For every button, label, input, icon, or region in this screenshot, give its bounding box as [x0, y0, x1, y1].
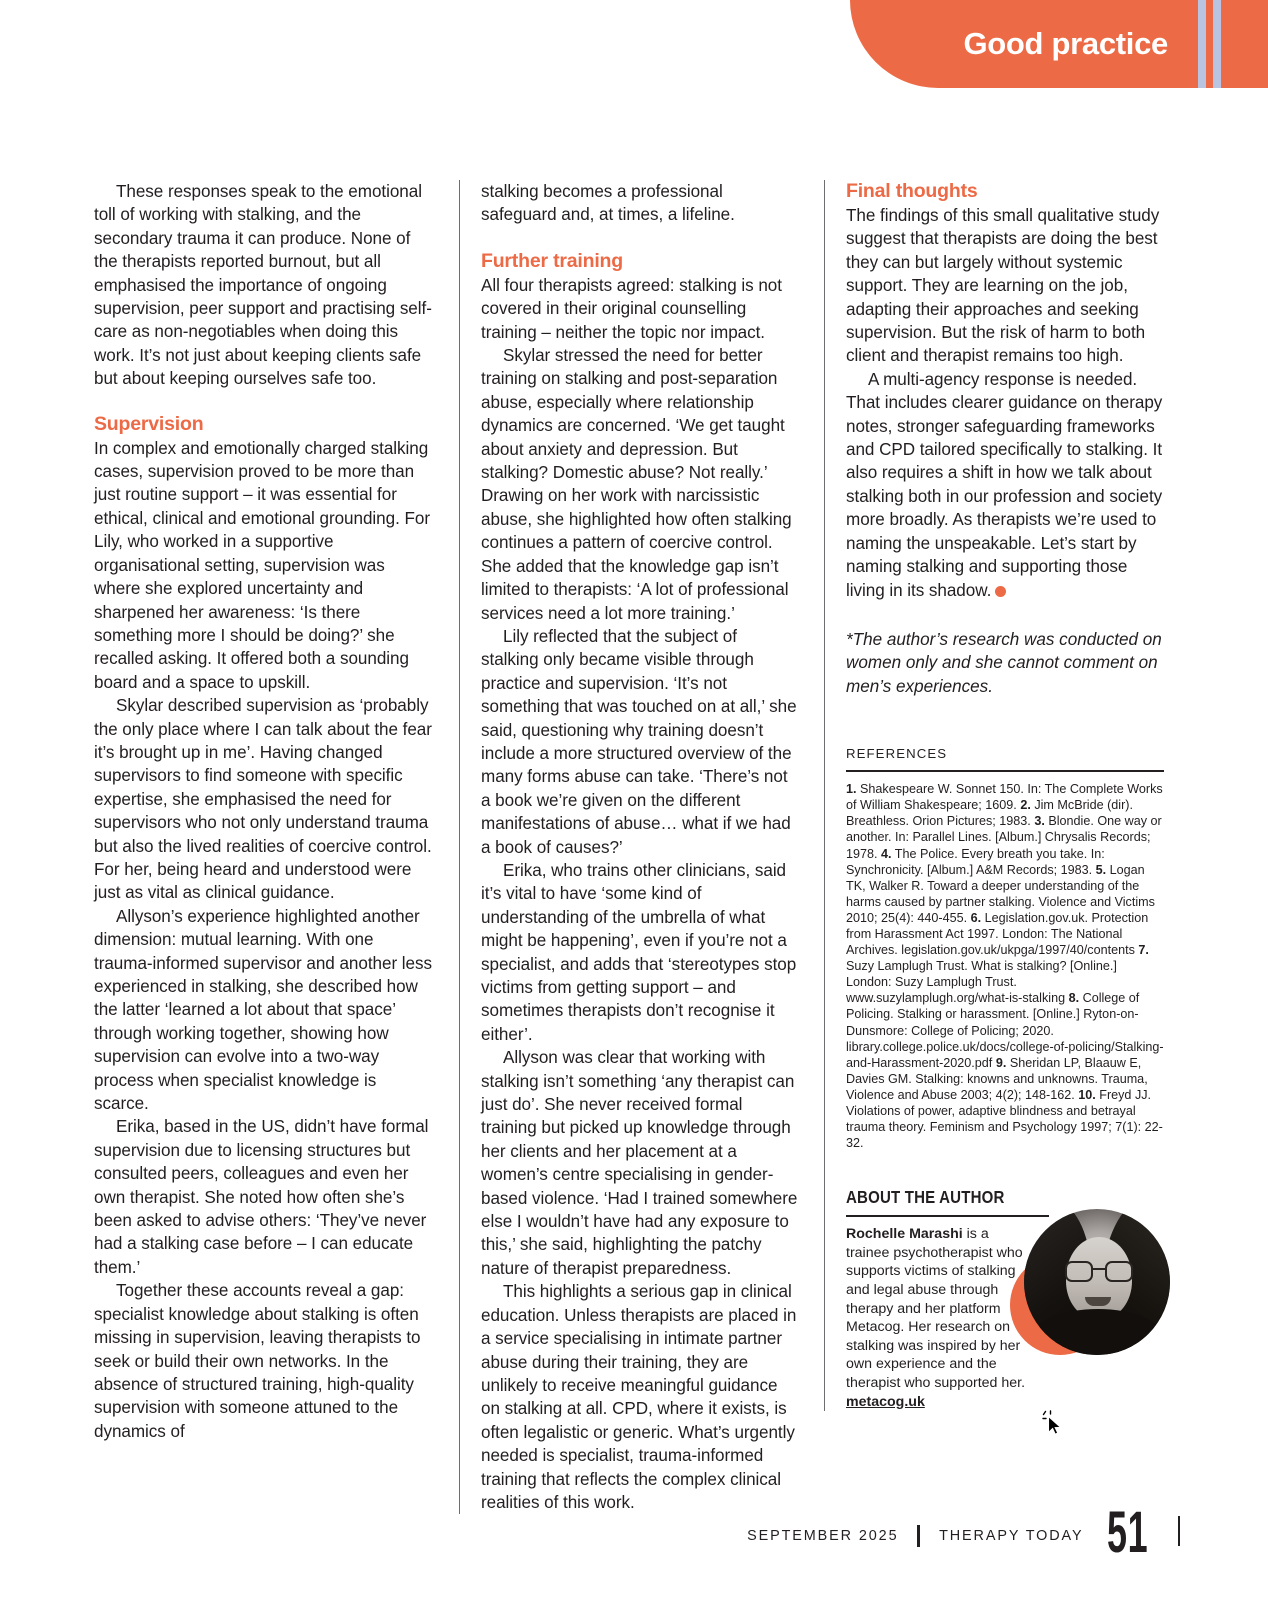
section-heading-further-training: Further training [481, 249, 623, 272]
reference-number: 9. [995, 1055, 1007, 1070]
reference-number: 8. [1068, 991, 1080, 1006]
footer-edge-rule [1178, 1516, 1180, 1546]
reference-text: Shakespeare W. Sonnet 150. In: The Complete Works of William Shakespeare; 1609. [846, 782, 1163, 813]
end-of-article-dot-icon [995, 586, 1006, 597]
references-list [846, 781, 1164, 1151]
references-heading: REFERENCES [846, 746, 948, 762]
reference-text: Suzy Lamplugh Trust. What is stalking? [Online.] London: Suzy Lamplugh Trust. www.suzylamplugh.org/what-is-stalking [846, 959, 1117, 1006]
reference-number: 5. [1095, 862, 1107, 877]
paragraph: Skylar described supervision as ‘probably the only place where I can talk about the fear it’s brought up in me’. Having changed supervisors to find someone with specific expertise, she emphasised the need for supervisors who not only understand trauma but also the lived realities of coercive control. For her, being heard and understood were just as vital as clinical guidance. [94, 696, 432, 903]
paragraph: All four therapists agreed: stalking is not covered in their original counselling training – neither the topic nor impact. [481, 275, 782, 342]
footer-issue-date: SEPTEMBER 2025 [747, 1528, 899, 1544]
about-the-author-section [846, 1187, 1164, 1410]
author-photo [1024, 1209, 1170, 1355]
reference-text: Freyd JJ. Violations of power, adaptive blindness and betrayal trauma theory. Feminism and Psychology 1997; 7(1): 22-32. [846, 1087, 1163, 1151]
glasses-bridge [1093, 1268, 1105, 1270]
reference-number: 2. [1020, 798, 1031, 813]
paragraph: These responses speak to the emotional toll of working with stalking, and the secondary trauma it can produce. None of the therapists reported burnout, but all emphasised the importance of ongoing supervision, peer support and practising self-care as non-negotiables when doing this work. It’s not just about keeping clients safe but about keeping ourselves safe too. [94, 182, 432, 389]
banner-bar-orange-1 [1188, 0, 1198, 88]
banner-bar-blue-2 [1213, 0, 1221, 88]
footer-meta [747, 1525, 1083, 1556]
paragraph: Lily reflected that the subject of stalking only became visible through practice and supervision. ‘It’s not something that was touched on at all,’ she said, questioning why training doesn’t include a more structured overview of the many forms abuse can take. ‘There’s not a book we’re given on the different manifestations of abuse… what if we had a book of causes?’ [481, 626, 797, 857]
paragraph: stalking becomes a professional safeguard and, at times, a lifeline. [481, 182, 735, 225]
section-heading-final-thoughts: Final thoughts [846, 180, 978, 202]
paragraph-text: A multi-agency response is needed. That includes clearer guidance on therapy notes, stronger safeguarding frameworks and CPD tailored specifically to stalking. It also requires a shift in how we talk about stalking both in our profession and society more broadly. As therapists we’re used to naming the unspeakable. Let’s start by naming stalking and supporting those living in its shadow. [846, 369, 1163, 600]
header-banner [850, 0, 1268, 88]
reference-text: Blondie. One way or another. In: Parallel Lines. [Album.] Chrysalis Records; 1978. [846, 814, 1162, 861]
column-left [94, 180, 434, 1443]
reference-text: Legislation.gov.uk. Protection from Harassment Act 1997. London: The National Archives. legislation.gov.uk/ukpga/1997/40/contents [846, 910, 1149, 958]
banner-bar-orange-3 [1221, 0, 1268, 88]
page-title: Good practice [963, 26, 1168, 61]
reference-text: The Police. Every breath you take. In: Synchronicity. [Album.] A&M Records; 1983. [846, 846, 1105, 877]
section-heading-supervision: Supervision [94, 412, 204, 435]
author-footnote: *The author’s research was conducted on women only and she cannot comment on men’s experiences. [846, 629, 1162, 696]
reference-text: Jim McBride (dir). Breathless. Orion Pictures; 1983. [846, 798, 1133, 829]
reference-number: 10. [1078, 1087, 1096, 1102]
paragraph: Allyson’s experience highlighted another dimension: mutual learning. With one trauma-informed supervisor and another less experienced in stalking, she described how the latter ‘learned a lot about that space’ through working together, showing how supervision can evolve into a two-way process when specialist knowledge is scarce. [94, 906, 432, 1114]
paragraph [846, 368, 1164, 602]
paragraph: In complex and emotionally charged stalking cases, supervision proved to be more than just routine support – it was essential for ethical, clinical and emotional grounding. For Lily, who worked in a supportive organisational setting, supervision was where she explored uncertainty and sharpened her awareness: ‘Is there something more I should be doing?’ she recalled asking. It offered both a sounding board and a space to upskill. [94, 438, 430, 692]
author-website-link[interactable]: metacog.uk [846, 1393, 925, 1410]
reference-number: 6. [970, 910, 982, 925]
banner-bar-blue-1 [1198, 0, 1206, 88]
about-author-heading: ABOUT THE AUTHOR [846, 1187, 1005, 1208]
paragraph: Together these accounts reveal a gap: specialist knowledge about stalking is often missing in supervision, leaving therapists to seek or build their own networks. In the absence of structured training, high-quality supervision with someone attuned to the dynamics of [94, 1281, 421, 1441]
page-number: 51 [1107, 1499, 1149, 1565]
column-right [824, 180, 1164, 1411]
reference-number: 1. [846, 782, 857, 797]
reference-text: College of Policing. Stalking or harassment. [Online.] Ryton-on-Dunsmore: College of Policing; 2020. library.college.police.uk/docs/college-of-policing/Stalking-and-Harassment-2020.pdf [846, 991, 1164, 1070]
column-middle [459, 180, 799, 1514]
author-name: Rochelle Marashi [846, 1226, 963, 1243]
author-avatar [1024, 1209, 1170, 1355]
about-author-divider [846, 1215, 1049, 1217]
glasses-lens-right [1105, 1261, 1133, 1282]
page-footer [0, 1499, 1268, 1566]
paragraph: Erika, based in the US, didn’t have formal supervision due to licensing structures but consulted peers, colleagues and even her own therapist. She noted how often she’s been asked to advise others: ‘They’ve never had a stalking case before – I can educate them.’ [94, 1117, 429, 1277]
reference-number: 4. [881, 846, 892, 861]
mouse-cursor-icon [1042, 1410, 1064, 1436]
paragraph: This highlights a serious gap in clinical education. Unless therapists are placed in a service specialising in intimate partner abuse during their training, they are unlikely to receive meaningful guidance on stalking at all. CPD, where it exists, is often legalistic or generic. What’s urgently needed is specialist, trauma-informed training that reflects the complex clinical realities of this work. [481, 1282, 797, 1512]
article-body [94, 180, 1180, 1514]
reference-text: Logan TK, Walker R. Toward a deeper understanding of the harms caused by partner stalking. Violence and Victims 2010; 25(4): 440-455. [846, 862, 1155, 925]
glasses-icon [1065, 1261, 1133, 1282]
paragraph: Allyson was clear that working with stalking isn’t something ‘any therapist can just do’. She never received formal training but picked up knowledge through her clients and her placement at a women’s centre specialising in gender-based violence. ‘Had I trained somewhere else I wouldn’t have had any exposure to this,’ she said, highlighting the patchy nature of therapist preparedness. [481, 1048, 798, 1278]
about-author-bio [846, 1225, 1032, 1392]
paragraph: Skylar stressed the need for better training on stalking and post-separation abuse, especially where relationship dynamics are concerned. ‘We get taught about anxiety and depression. But stalking? Domestic abuse? Not really.’ Drawing on her work with narcissistic abuse, she highlighted how often stalking continues a pattern of coercive control. She added that the knowledge gap isn’t limited to therapists: ‘A lot of professional services need a lot more training.’ [481, 346, 792, 623]
banner-bar-orange-2 [1206, 0, 1213, 88]
footer-separator [917, 1525, 920, 1547]
reference-number: 3. [1034, 814, 1045, 829]
footer-content [747, 1499, 1174, 1565]
glasses-lens-left [1065, 1261, 1093, 1282]
references-divider [846, 770, 1164, 772]
author-bio-text: is a trainee psychotherapist who supports victims of stalking and legal abuse through therapy and her platform Metacog. Her research on stalking was inspired by her own experience and the therapist who supported her. [846, 1226, 1026, 1392]
footer-publication-name: THERAPY TODAY [939, 1528, 1084, 1544]
paragraph: The findings of this small qualitative study suggest that therapists are doing the best they can but largely without systemic support. They are learning on the job, adapting their approaches and seeking supervision. But the risk of harm to both client and therapist remains too high. [846, 206, 1160, 366]
paragraph: Erika, who trains other clinicians, said it’s vital to have ‘some kind of understanding of the umbrella of what might be happening’, even if you’re not a specialist, and adds that ‘stereotypes stop victims from getting support – and sometimes therapists don’t recognise it either’. [481, 860, 797, 1044]
reference-text: Sheridan LP, Blaauw E, Davies GM. Stalking: knowns and unknowns. Trauma, Violence and Abuse 2003; 4(2); 148-162. [846, 1055, 1148, 1102]
references-section [846, 746, 1164, 1151]
three-column-layout [94, 180, 1180, 1514]
reference-number: 7. [1138, 943, 1149, 958]
